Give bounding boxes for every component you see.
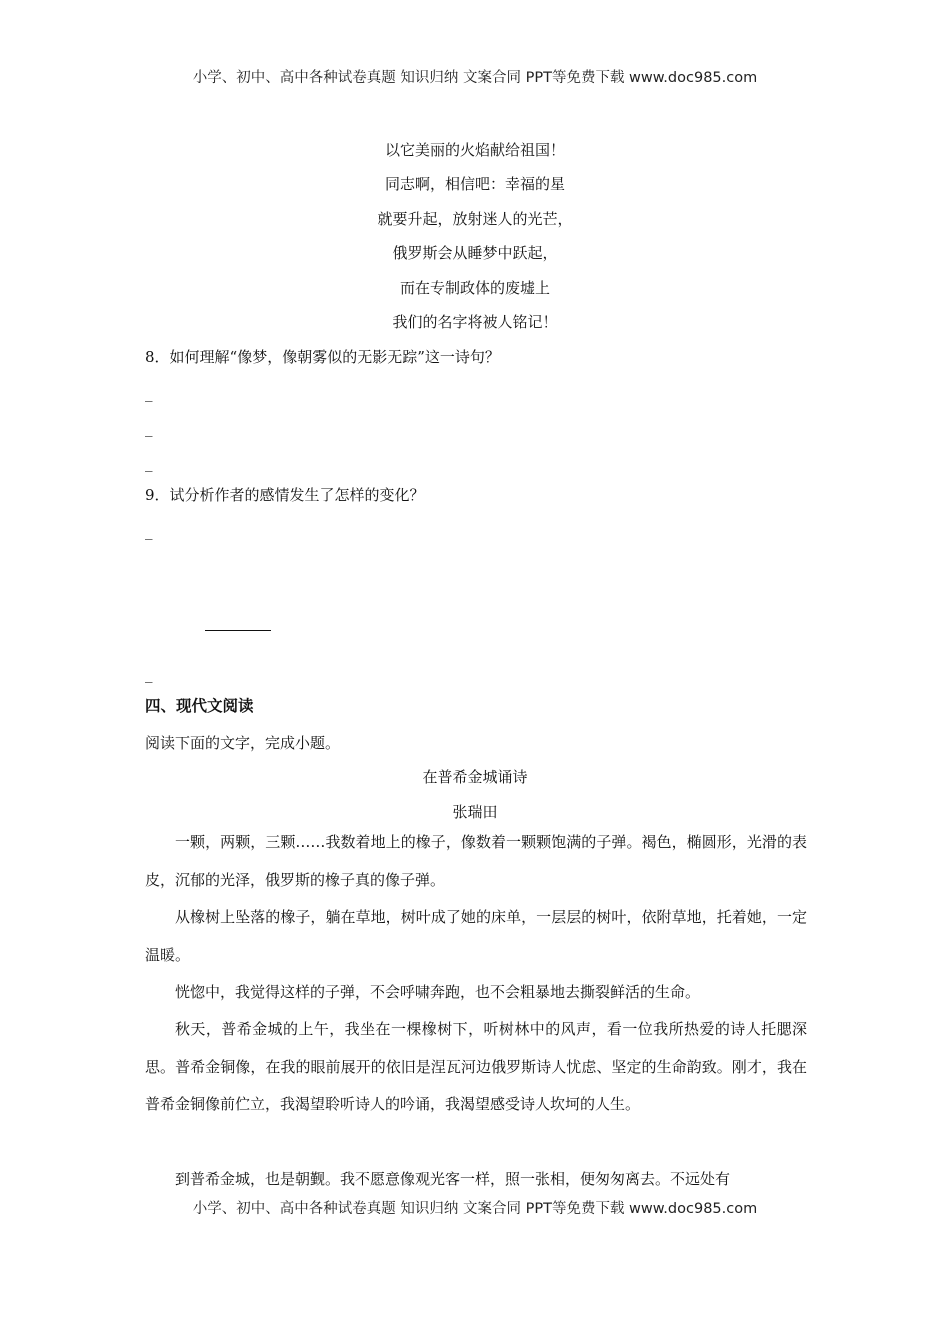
instruction: 阅读下面的文字，完成小题。	[145, 734, 341, 752]
section-heading: 四、现代文阅读	[145, 696, 254, 715]
article-author: 张瑞田	[452, 803, 498, 821]
poem-line: 同志啊，相信吧：幸福的星	[384, 175, 565, 193]
answer-line: _	[145, 522, 153, 540]
page-header: 小学、初中、高中各种试卷真题 知识归纳 文案合同 PPT等免费下载 www.doc985.com	[192, 70, 758, 86]
poem-line: 就要升起，放射迷人的光芒，	[377, 210, 573, 228]
answer-line: _	[145, 384, 153, 402]
answer-line: _	[145, 419, 153, 437]
article-title: 在普希金城诵诗	[422, 768, 528, 786]
answer-blank	[205, 630, 271, 631]
paragraph: 秋天，普希金城的上午，我坐在一棵橡树下，听树林中的风声，看一位我所热爱的诗人托腮深思。普希金铜像，在我的眼前展开的依旧是涅瓦河边俄罗斯诗人忧虑、坚定的生命韵致。刚才，我在普希金铜像前伫立，我渴望聆听诗人的吟诵，我渴望感受诗人坎坷的人生。	[145, 1020, 807, 1113]
paragraph: 恍惚中，我觉得这样的子弹，不会呼啸奔跑，也不会粗暴地去撕裂鲜活的生命。	[175, 983, 701, 1001]
poem-line: 俄罗斯会从睡梦中跃起，	[392, 244, 558, 262]
poem-line: 以它美丽的火焰献给祖国！	[384, 141, 565, 159]
paragraph: 一颗，两颗，三颗……我数着地上的橡子，像数着一颗颗饱满的子弹。褐色，椭圆形，光滑的表皮，沉郁的光泽，俄罗斯的橡子真的像子弹。	[145, 833, 807, 889]
paragraph: 从橡树上坠落的橡子，躺在草地，树叶成了她的床单，一层层的树叶，依附草地，托着她，一定温暖。	[145, 908, 807, 964]
page-footer: 小学、初中、高中各种试卷真题 知识归纳 文案合同 PPT等免费下载 www.doc985.com	[192, 1201, 758, 1217]
answer-line: _	[145, 665, 153, 683]
poem-line: 而在专制政体的废墟上	[399, 279, 550, 297]
question-8: 8．如何理解“像梦，像朝雾似的无影无踪”这一诗句？	[145, 348, 500, 366]
answer-line: _	[145, 454, 153, 472]
question-9: 9．试分析作者的感情发生了怎样的变化？	[145, 486, 425, 504]
poem-line: 我们的名字将被人铭记！	[392, 313, 558, 331]
paragraph: 到普希金城，也是朝觐。我不愿意像观光客一样，照一张相，便匆匆离去。不远处有	[175, 1170, 731, 1188]
